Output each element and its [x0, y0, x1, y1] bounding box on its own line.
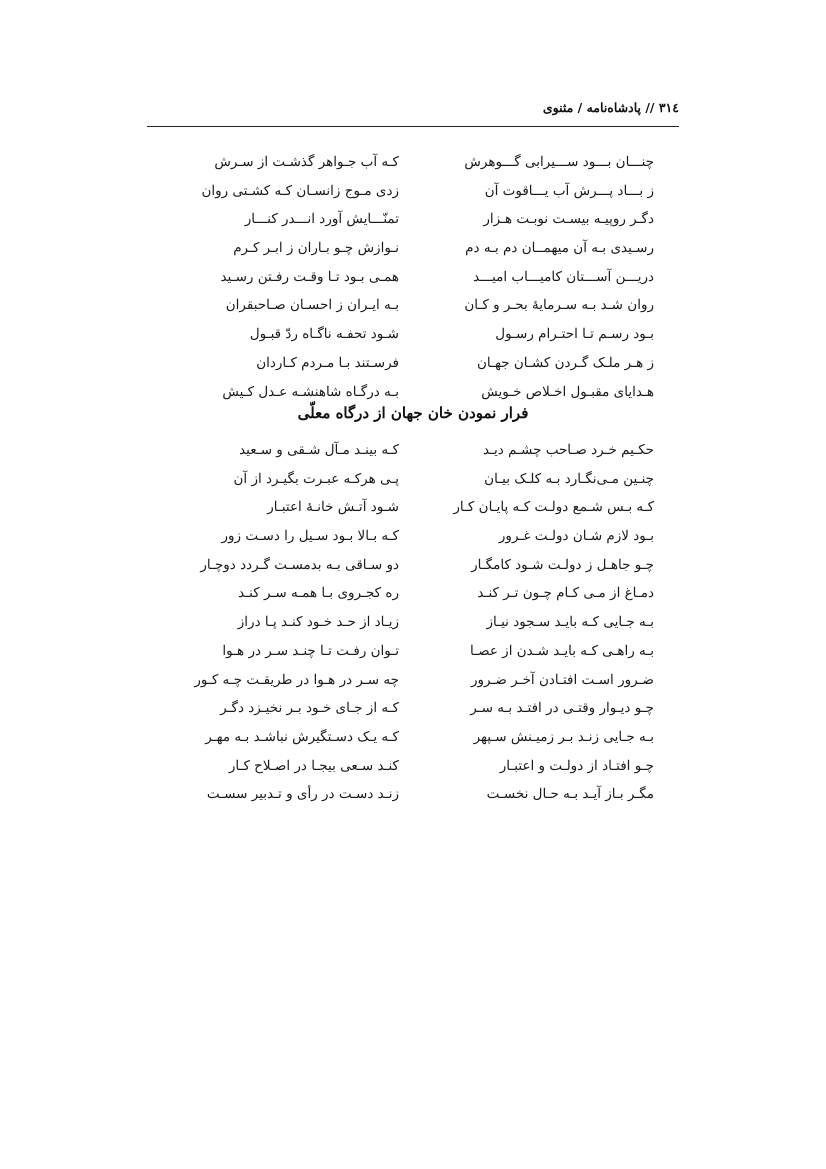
- section-name: مثنوی: [542, 100, 574, 115]
- couplet: [0, 238, 826, 267]
- couplet: [0, 324, 826, 353]
- couplet: [0, 612, 826, 641]
- couplet: [0, 209, 826, 238]
- header-separator-2: /: [577, 100, 583, 115]
- first-hemistich: چـو افتـاد از دولـت و اعتبـار: [499, 757, 654, 774]
- couplet: [0, 727, 826, 756]
- book-title: پادشاه‌نامه: [586, 100, 641, 115]
- couplet: [0, 670, 826, 699]
- first-hemistich: بـه جـایی زنـد بـر زمیـنش سـپهر: [473, 728, 654, 745]
- page-number: ۳۱٤: [658, 100, 679, 115]
- first-hemistich: ز هـر ملـک گـردن کشـان جهـان: [477, 354, 654, 371]
- second-hemistich: کـه بـالا بـود سـیل را دسـت زور: [221, 528, 399, 545]
- second-hemistich: تمنّـــایش آورد انـــدر کنـــار: [244, 211, 399, 228]
- header-separator: //: [645, 100, 655, 115]
- couplet: [0, 497, 826, 526]
- second-hemistich: زیـاد از حـد خـود کنـد پـا دراز: [237, 614, 399, 631]
- couplet: [0, 181, 826, 210]
- second-hemistich: پـی هرکـه عبـرت بگیـرد از آن: [233, 470, 399, 487]
- couplet: [0, 353, 826, 382]
- second-hemistich: شـود تحفـه ناگـاه ردّ قبـول: [249, 326, 399, 343]
- couplet: [0, 756, 826, 785]
- second-hemistich: دو سـاقی بـه بدمسـت گـردد دوچـار: [200, 556, 399, 573]
- second-hemistich: نـوازش چـو بـاران ز ابـر کـرم: [233, 240, 399, 257]
- couplet: [0, 469, 826, 498]
- poem-block-2: [0, 440, 826, 813]
- couplet: [0, 526, 826, 555]
- couplet: [0, 784, 826, 813]
- first-hemistich: دگـر روپیـه بیسـت نوبـت هـزار: [483, 211, 654, 228]
- first-hemistich: دریـــن آســـتان کامیـــاب امیـــد: [473, 268, 654, 285]
- first-hemistich: رسـیدی بـه آن میهمــان دم بـه دم: [465, 240, 654, 257]
- header-rule: [147, 126, 679, 127]
- first-hemistich: چـو جاهـل ز دولـت شـود کامگـار: [471, 556, 654, 573]
- first-hemistich: بـود رسـم تـا احتـرام رسـول: [495, 326, 654, 343]
- second-hemistich: زدی مـوج زانسـان کـه کشـتی روان: [201, 182, 399, 199]
- second-hemistich: زنـد دسـت در رأی و تـدبیر سسـت: [206, 786, 399, 803]
- first-hemistich: دمـاغ از مـی کـام چـون تـر کنـد: [477, 585, 654, 602]
- section-heading: فرار نمودن خان جهان از درگاه معلّی: [297, 404, 529, 422]
- first-hemistich: بـه راهـی کـه بایـد شـدن از عصـا: [470, 642, 654, 659]
- couplet: [0, 583, 826, 612]
- second-hemistich: ره کجـروی بـا همـه سـر کنـد: [238, 585, 399, 602]
- couplet: [0, 267, 826, 296]
- couplet: [0, 698, 826, 727]
- first-hemistich: کـه بـس شـمع دولـت کـه پایـان کـار: [453, 499, 654, 516]
- second-hemistich: بـه ایـران ز احسـان صـاحبقران: [225, 297, 399, 314]
- first-hemistich: بـود لازم شـان دولـت غـرور: [498, 528, 654, 545]
- first-hemistich: چنـــان بـــود ســـیرابی گـــوهرش: [464, 154, 654, 170]
- second-hemistich: فرسـتند بـا مـردم کـاردان: [256, 354, 399, 371]
- couplet: [0, 641, 826, 670]
- first-hemistich: مگـر بـاز آیـد بـه حـال نخسـت: [486, 786, 654, 803]
- second-hemistich: چه سـر در هـوا در طریقـت چـه کـور: [194, 671, 399, 688]
- couplet: [0, 295, 826, 324]
- second-hemistich: کـه آب جـواهر گذشـت از سـرش: [214, 154, 399, 170]
- couplet: [0, 440, 826, 469]
- couplet: [0, 152, 826, 181]
- running-header: [147, 100, 679, 115]
- second-hemistich: کـه بینـد مـآل شـقی و سـعید: [239, 442, 399, 458]
- poem-block-1: [0, 152, 826, 410]
- second-hemistich: تـوان رفـت تـا چنـد سـر در هـوا: [222, 642, 399, 659]
- first-hemistich: چـو دیـوار وقتـی در افتـد بـه سـر: [470, 700, 654, 717]
- first-hemistich: چنـین مـی‌نگـارد بـه کلـک بیـان: [484, 470, 654, 487]
- first-hemistich: حکـیم خـرد صـاحب چشـم دیـد: [482, 442, 654, 458]
- couplet: [0, 555, 826, 584]
- second-hemistich: کنـد سـعی بیجـا در اصـلاح کـار: [228, 757, 399, 774]
- second-hemistich: کـه یـک دسـتگیرش نباشـد بـه مهـر: [205, 728, 399, 745]
- second-hemistich: بـه درگـاه شاهنشـه عـدل کـیش: [222, 383, 399, 400]
- second-hemistich: شـود آتـش خانـهٔ اعتبـار: [267, 499, 399, 516]
- first-hemistich: بـه جـایی کـه بایـد سـجود نیـاز: [486, 614, 654, 631]
- second-hemistich: کـه از جـای خـود بـر نخیـزد دگـر: [220, 700, 399, 717]
- first-hemistich: روان شـد بـه سـرمایهٔ بحـر و کـان: [464, 297, 654, 314]
- first-hemistich: ضـرور اسـت افتـادن آخـر ضـرور: [470, 671, 654, 688]
- first-hemistich: هـدایای مقبـول اخـلاص خـویش: [481, 383, 654, 400]
- first-hemistich: ز بـــاد پـــرش آب یـــاقوت آن: [484, 182, 654, 199]
- second-hemistich: همـی بـود تـا وقـت رفـتن رسـید: [220, 268, 399, 285]
